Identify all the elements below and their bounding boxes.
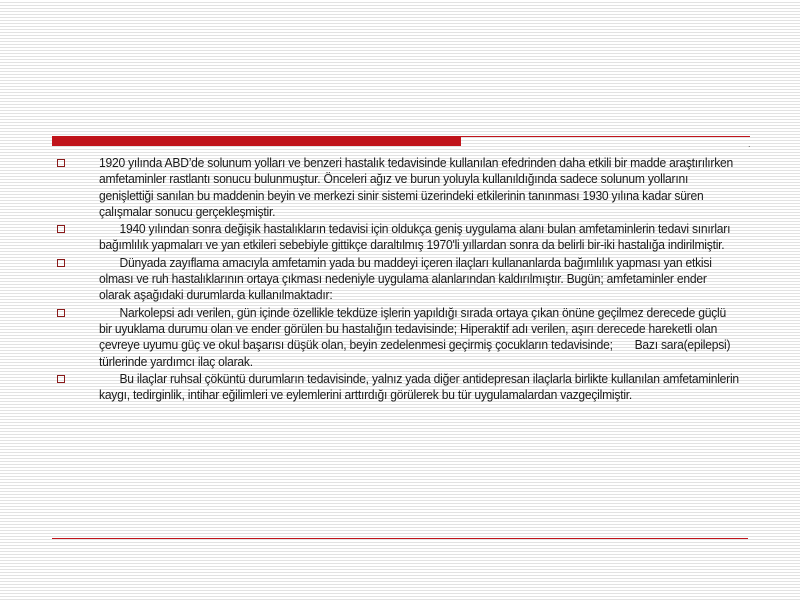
bullet-list (57, 155, 747, 404)
bullet-text: 1940 yılından sonra değişik hastalıkların tedavisi için oldukça geniş uygulama alanı bulan amfetaminlerin tedavi sınırları bağımlılık yapmaları ve yan etkileri sebebiyle gittikçe daraltılmış 1970'li yıllardan sonra da belirli bir-iki hastalığa indirilmiştir. (99, 221, 731, 253)
corner-mark: . (748, 139, 751, 149)
bullet-text: Dünyada zayıflama amacıyla amfetamin yada bu maddeyi içeren ilaçları kullananlarda bağımlılık yapması yan etkisi olması ve ruh hastalıklarının ortaya çıkması nedeniyle uygulama alanlarından kaldırılmıştır. Bugün; amfetaminler ender olarak aşağıdaki durumlarda kullanılmaktadır: (99, 254, 712, 303)
bullet-item (57, 371, 747, 404)
square-bullet-icon (57, 259, 65, 267)
bullet-text: Bu ilaçlar ruhsal çöküntü durumların tedavisinde, yalnız yada diğer antidepresan ilaçlarla birlikte kullanılan amfetaminlerin kaygı, tedirginlik, intihar eğilimleri ve eylemlerini arttırdığı görülerek bu tür uygulamalardan vazgeçilmiştir. (99, 370, 739, 403)
square-bullet-icon (57, 309, 65, 317)
bullet-item (57, 305, 747, 370)
square-bullet-icon (57, 375, 65, 383)
title-divider (52, 136, 750, 146)
square-bullet-icon (57, 225, 65, 233)
footer-divider (52, 538, 748, 539)
bullet-text: Narkolepsi adı verilen, gün içinde özellikle tekdüze işlerin yapıldığı sırada ortaya çıkan önüne geçilmez derecede güçlü bir uyuklama durumu olan ve ender görülen bu hastalığın tedavisinde; Hiperaktif adı verilen, aşırı derecede hareketli olan çevreye uyumu güç ve okul başarısı düşük olan, beyin zedelenmesi geçirmiş çocukların tedavisinde; Bazı sara(epilepsi) türlerinde yardımcı ilaç olarak. (99, 304, 734, 369)
title-divider-thin-line (461, 136, 750, 137)
square-bullet-icon (57, 159, 65, 167)
title-divider-thick-bar (52, 136, 461, 146)
bullet-text: 1920 yılında ABD’de solunum yolları ve benzeri hastalık tedavisinde kullanılan efedrinden daha etkili bir madde araştırılırken amfetaminler rastlantı sonucu bulunmuştur. Önceleri ağız ve burun yoluyla kullanıldığında sadece solunum yollarını genişlettiği sanılan bu maddenin beyin ve merkezi sinir sistemi üzerindeki etkilerinin tanınması 1930 yılına kadar süren çalışmalar sonucu gerçekleşmiştir. (99, 155, 734, 219)
bullet-item (57, 255, 747, 304)
bullet-item (57, 155, 747, 220)
bullet-item (57, 221, 747, 254)
